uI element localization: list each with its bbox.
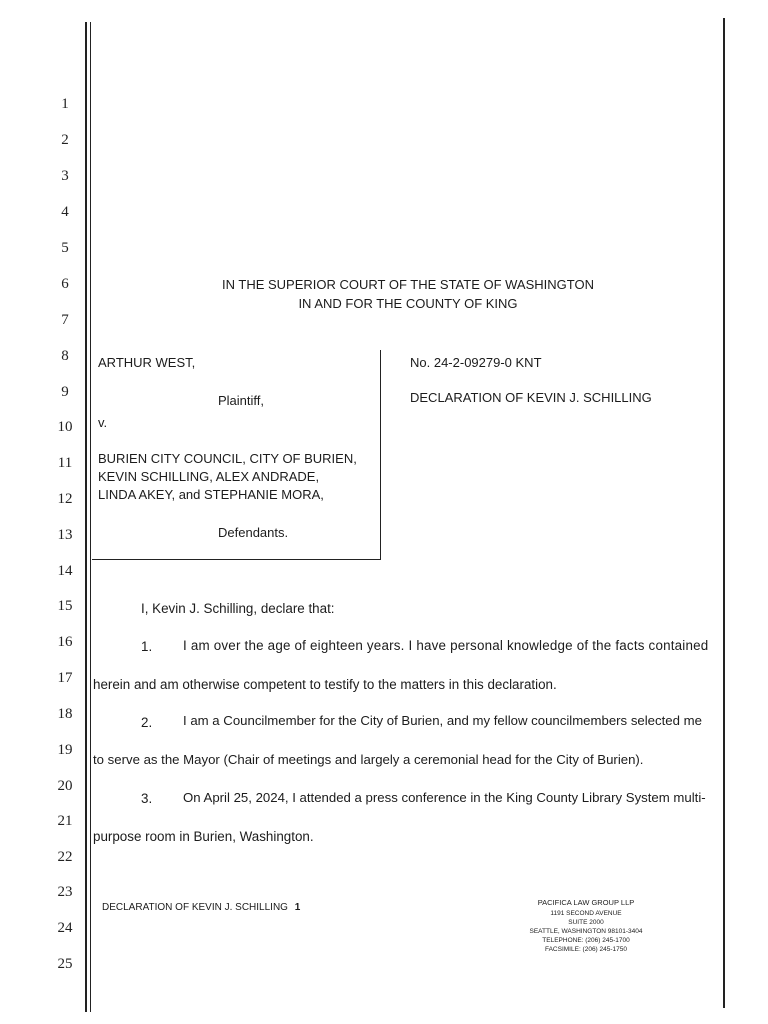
line-number: 23	[57, 884, 73, 900]
line-number: 15	[57, 598, 73, 614]
line-number: 10	[57, 419, 73, 435]
paragraph-1-line1: I am over the age of eighteen years. I have personal knowledge of the facts contained	[183, 638, 709, 653]
footer-title-text: DECLARATION OF KEVIN J. SCHILLING	[102, 902, 288, 913]
line-number: 11	[57, 455, 73, 471]
footer-page-number: 1	[294, 902, 301, 913]
firm-address-line2: SUITE 2000	[568, 919, 604, 926]
left-margin-rule	[85, 22, 87, 1012]
paragraph-3-line1: On April 25, 2024, I attended a press conference in the King County Library System multi-	[183, 790, 706, 805]
document-title: DECLARATION OF KEVIN J. SCHILLING	[410, 390, 652, 405]
line-number: 16	[57, 634, 73, 650]
left-margin-rule-inner	[90, 22, 91, 1012]
line-number: 17	[57, 670, 73, 686]
line-number: 8	[61, 348, 69, 364]
defendants-line2: KEVIN SCHILLING, ALEX ANDRADE,	[98, 469, 320, 484]
paragraph-3-line2: purpose room in Burien, Washington.	[93, 829, 314, 844]
defendants-role: Defendants.	[218, 525, 289, 540]
defendants-line3: LINDA AKEY, and STEPHANIE MORA,	[98, 487, 324, 502]
line-number: 1	[61, 96, 69, 112]
line-number: 5	[61, 240, 69, 256]
plaintiff-role: Plaintiff,	[218, 393, 265, 408]
firm-telephone: TELEPHONE: (206) 245-1700	[542, 937, 630, 944]
firm-address-line1: 1191 SECOND AVENUE	[550, 910, 622, 917]
line-number: 6	[61, 276, 69, 292]
plaintiff-name: ARTHUR WEST,	[98, 355, 196, 370]
firm-address-line3: SEATTLE, WASHINGTON 98101-3404	[529, 928, 643, 935]
line-number: 24	[57, 920, 73, 936]
paragraph-3-number: 3.	[141, 791, 153, 806]
line-number: 7	[61, 312, 69, 328]
right-margin-rule	[723, 18, 725, 1008]
footer-title	[102, 902, 300, 913]
line-number: 14	[57, 563, 73, 579]
line-number: 12	[57, 491, 73, 507]
firm-facsimile: FACSIMILE: (206) 245-1750	[544, 946, 627, 953]
court-heading-line1: IN THE SUPERIOR COURT OF THE STATE OF WASHINGTON	[222, 277, 594, 292]
line-number: 22	[57, 849, 73, 865]
caption-vertical-divider	[380, 350, 381, 560]
versus: v.	[98, 415, 108, 430]
declaration-intro: I, Kevin J. Schilling, declare that:	[141, 601, 335, 616]
line-number: 18	[57, 706, 73, 722]
line-number: 20	[57, 778, 73, 794]
line-number: 19	[57, 742, 73, 758]
paragraph-2-line2: to serve as the Mayor (Chair of meetings and largely a ceremonial head for the City of Burien).	[93, 752, 644, 767]
line-number: 2	[61, 132, 69, 148]
case-number: No. 24-2-09279-0 KNT	[410, 355, 542, 370]
court-heading-line2: IN AND FOR THE COUNTY OF KING	[298, 296, 518, 311]
line-number: 4	[61, 204, 69, 220]
defendants-line1: BURIEN CITY COUNCIL, CITY OF BURIEN,	[98, 451, 357, 466]
line-number: 9	[61, 384, 69, 400]
paragraph-1-number: 1.	[141, 639, 153, 654]
line-number: 13	[57, 527, 73, 543]
firm-name: PACIFICA LAW GROUP LLP	[537, 898, 635, 907]
line-number: 25	[57, 956, 73, 972]
paragraph-1-line2: herein and am otherwise competent to testify to the matters in this declaration.	[93, 677, 557, 692]
line-number: 3	[61, 168, 69, 184]
caption-bottom-rule	[92, 559, 381, 560]
paragraph-2-number: 2.	[141, 715, 153, 730]
paragraph-2-line1: I am a Councilmember for the City of Burien, and my fellow councilmembers selected me	[183, 713, 702, 728]
line-number: 21	[57, 813, 73, 829]
